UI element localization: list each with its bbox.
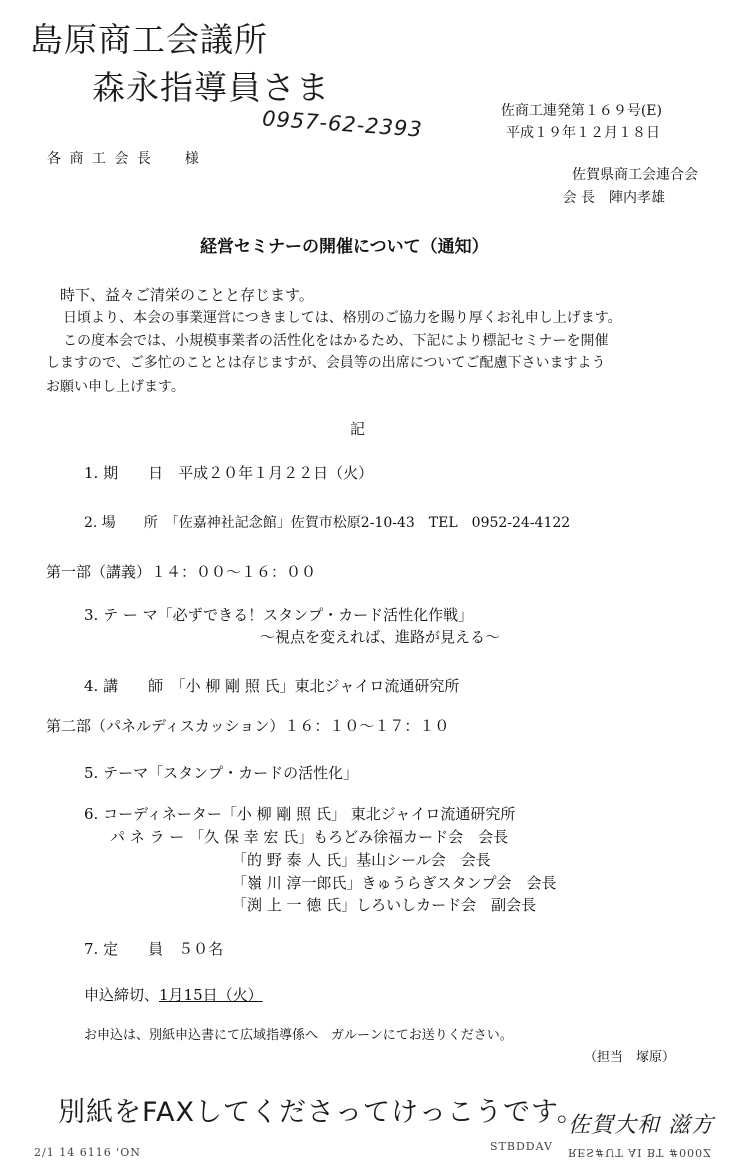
panelist-1: パ ネ ラ ー 「久 保 幸 宏 氏」もろどみ徐福カード会 会長: [110, 828, 509, 846]
item-theme-1: 3. テ ー マ「必ずできる！スタンプ・カード活性化作戦」: [84, 606, 474, 624]
recipient: 各 商 工 会 長 様: [47, 151, 201, 167]
body-line-2: 日頃より、本会の事業運営につきましては、格別のご協力を賜り厚くお礼申し上げます。: [63, 310, 622, 326]
item-place: 2. 場 所 「佐嘉神社記念館」佐賀市松原2-10-43 TEL 0952-24-4122: [84, 515, 571, 531]
apply-note: お申込は、別紙申込書にて広域指導係へ ガルーンにてお送りください。: [84, 1028, 513, 1043]
deadline-label: 申込締切、: [84, 986, 160, 1004]
sender-org: 佐賀県商工会連合会: [572, 167, 698, 183]
deadline-value: 1月15日（火）: [159, 986, 263, 1004]
item-date: 1. 期 日 平成２０年１月２２日（火）: [84, 464, 374, 482]
doc-date: 平成１９年１２月１８日: [506, 125, 660, 141]
handwritten-phone: 0957-62-2393: [261, 106, 424, 142]
ki-heading: 記: [350, 420, 366, 438]
doc-number: 佐商工連発第１６９号(E): [500, 103, 662, 119]
panelist-2: 「的 野 泰 人 氏」基山シール会 会長: [232, 851, 491, 869]
handwritten-org: 島原商工会議所: [30, 20, 268, 59]
panelist-4: 「渕 上 一 徳 氏」しろいしカード会 副会長: [232, 896, 537, 914]
body-line-3: この度本会では、小規模事業者の活性化をはかるため、下記により標記セミナーを開催: [63, 333, 609, 349]
item-theme-2: 5. テーマ「スタンプ・カードの活性化」: [84, 764, 359, 782]
fax-footer-right: RES#UT AI BT #000Z: [568, 1146, 712, 1159]
body-line-4: しますので、ご多忙のこととは存じますが、会員等の出席についてご配慮下さいますよう: [46, 355, 606, 371]
item-coordinator: 6. コーディネーター「小 柳 剛 照 氏」 東北ジャイロ流通研究所: [84, 805, 516, 823]
sender-name: 会 長 陣内孝雄: [562, 190, 665, 206]
contact: （担当 塚原）: [583, 1050, 675, 1065]
part-two: 第二部（パネルディスカッション）１６：１０〜１７：１０: [46, 717, 450, 735]
panelist-3: 「嶺 川 淳一郎氏」きゅうらぎスタンプ会 会長: [232, 874, 557, 892]
body-line-5: お願い申し上げます。: [46, 379, 185, 395]
handwritten-person: 森永指導員さま: [92, 68, 330, 107]
deadline-row: [84, 984, 263, 1005]
item-lecturer: 4. 講 師 「小 柳 剛 照 氏」東北ジャイロ流通研究所: [84, 677, 460, 695]
fax-footer-left: 2/1 14 6116 'ON: [34, 1146, 141, 1159]
fax-footer-middle: STBDDAV: [490, 1140, 553, 1153]
item-theme-1-sub: 〜視点を変えれば、進路が見える〜: [260, 628, 501, 646]
body-line-1: 時下、益々ご清栄のことと存じます。: [60, 286, 314, 304]
handwritten-fax-note: 別紙をFAXしてくださってけっこうです。: [58, 1097, 585, 1128]
part-one: 第一部（講義）１４：００〜１６：００: [46, 563, 317, 581]
item-capacity: 7. 定 員 ５０名: [84, 940, 224, 958]
page-title: 経営セミナーの開催について（通知）: [200, 237, 489, 257]
handwritten-signature: 佐賀大和 滋方: [568, 1113, 714, 1138]
